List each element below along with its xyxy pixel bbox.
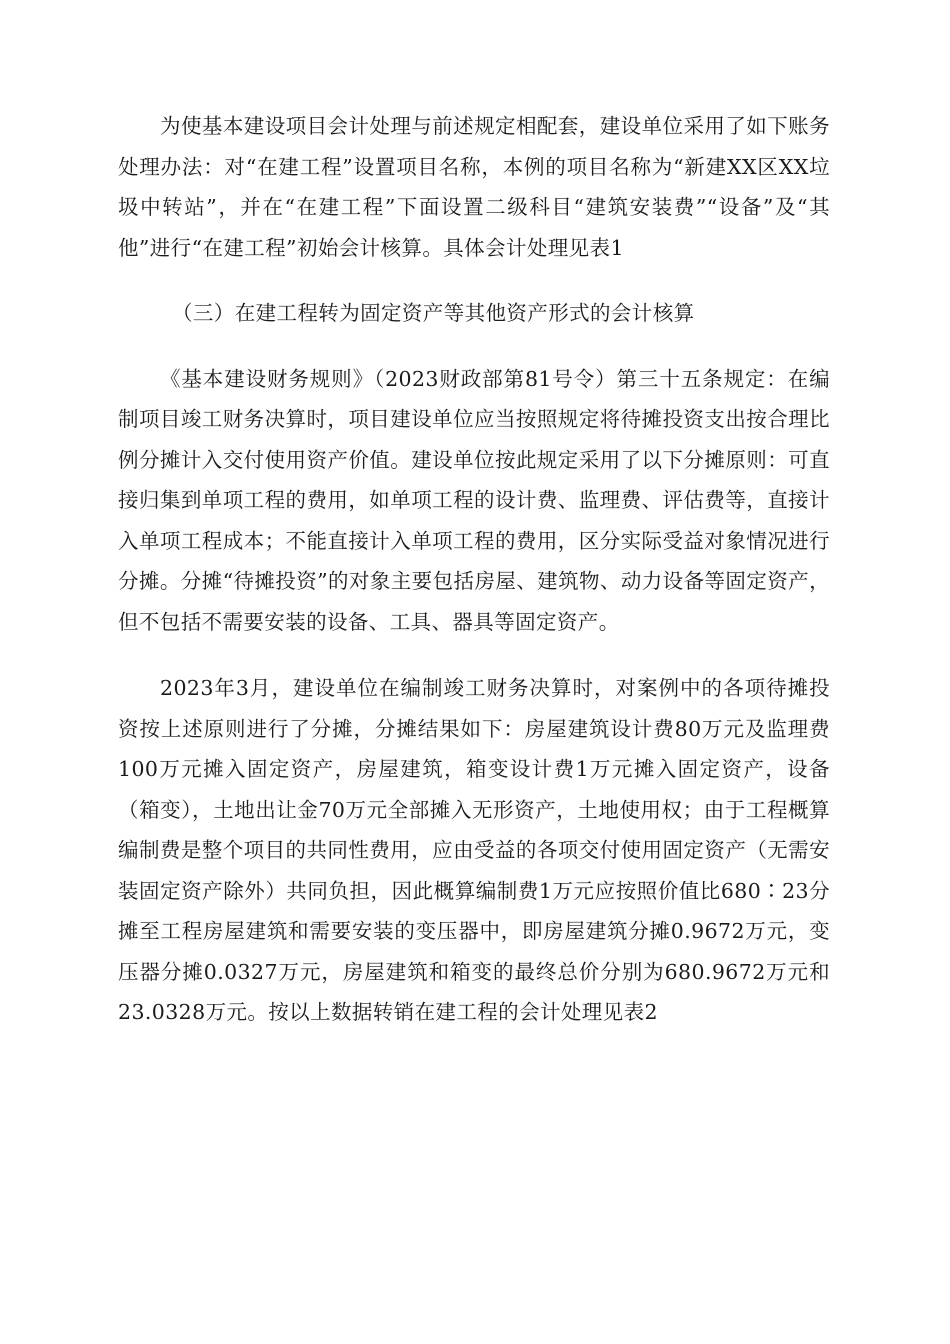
paragraph-allocation-results: 2023年3月，建设单位在编制竣工财务决算时，对案例中的各项待摊投资按上述原则进行了分摊，分摊结果如下：房屋建筑设计费80万元及监理费100万元摊入固定资产，房屋建筑，箱变设计费1万元摊入固定资产，设备（箱变），土地出让金70万元全部摊入无形资产，土地使用权；由于工程概算编制费是整个项目的共同性费用，应由受益的各项交付使用固定资产（无需安装固定资产除外）共同负担，因此概算编制费1万元应按照价值比680∶23分摊至工程房屋建筑和需要安装的变压器中，即房屋建筑分摊0.9672万元，变压器分摊0.0327万元，房屋建筑和箱变的最终总价分别为680.9672万元和23.0328万元。按以上数据转销在建工程的会计处理见表2: [118, 676, 830, 1024]
document-body: [118, 106, 830, 1033]
paragraph-accounting-method: 为使基本建设项目会计处理与前述规定相配套，建设单位采用了如下账务处理办法：对“在建工程”设置项目名称，本例的项目名称为“新建XX区XX垃圾中转站”，并在“在建工程”下面设置二级科目“建筑安装费”“设备”及“其他”进行“在建工程”初始会计核算。具体会计处理见表1: [118, 114, 830, 260]
section-heading-3: （三）在建工程转为固定资产等其他资产形式的会计核算: [172, 301, 695, 325]
paragraph-finance-rules: 《基本建设财务规则》（2023财政部第81号令）第三十五条规定：在编制项目竣工财务决算时，项目建设单位应当按照规定将待摊投资支出按合理比例分摊计入交付使用资产价值。建设单位按此规定采用了以下分摊原则：可直接归集到单项工程的费用，如单项工程的设计费、监理费、评估费等，直接计入单项工程成本；不能直接计入单项工程的费用，区分实际受益对象情况进行分摊。分摊“待摊投资”的对象主要包括房屋、建筑物、动力设备等固定资产，但不包括不需要安装的设备、工具、器具等固定资产。: [118, 366, 830, 634]
